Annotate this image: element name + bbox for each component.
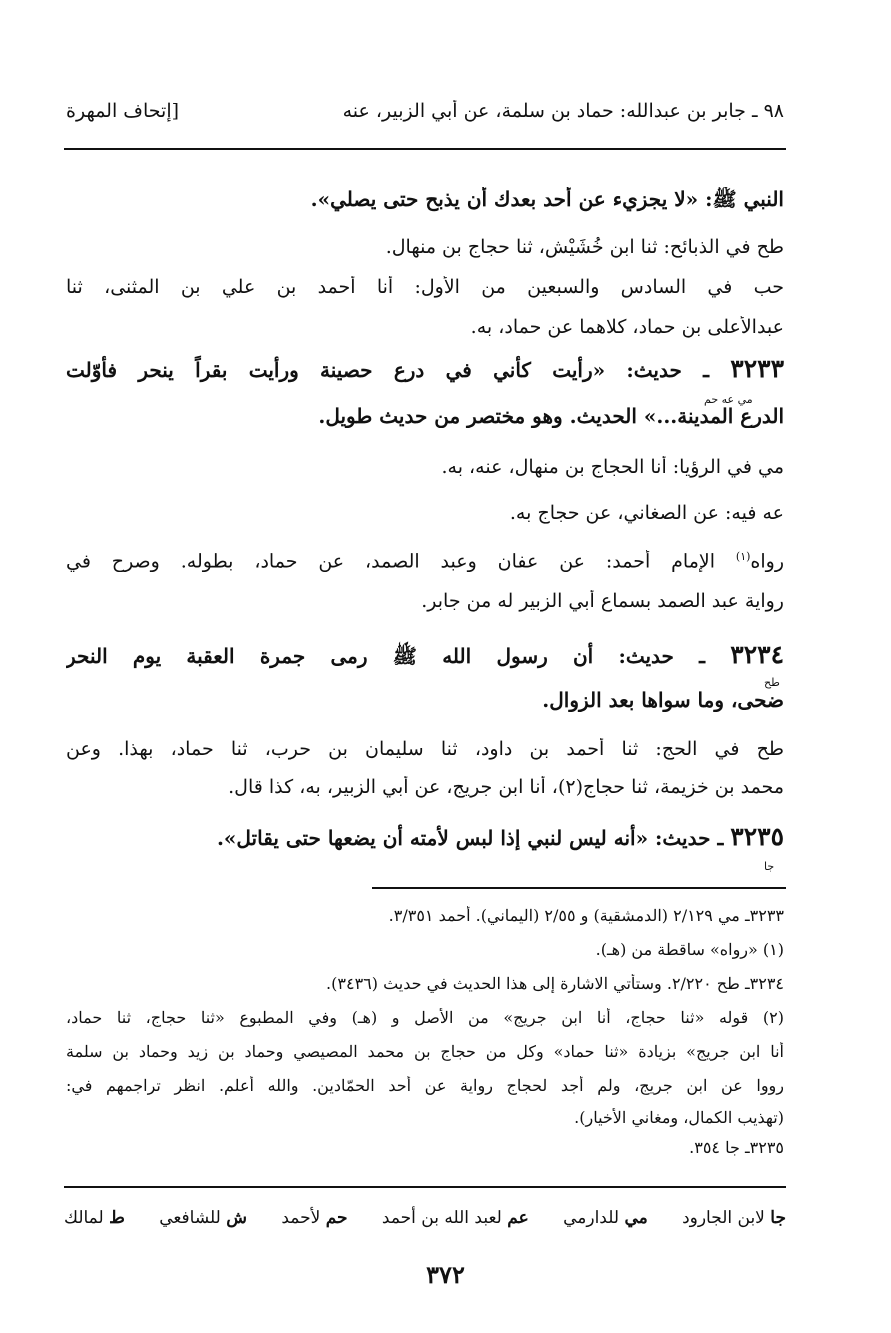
footnote-line-8: ٣٢٣٥ـ جا ٣٥٤. <box>689 1138 784 1157</box>
footnote-line-7: (تهذيب الكمال، ومغاني الأخيار). <box>574 1108 784 1127</box>
abbreviation-item: عم لعبد الله بن أحمد <box>381 1208 529 1228</box>
hadith-3235-heading <box>66 822 784 851</box>
hadith-3233-heading <box>66 354 784 383</box>
hadith-number: ٣٢٣٣ <box>730 354 784 383</box>
hadith-text: ـ حديث: «أنه ليس لنبي إذا لبس لأمته أن يضعها حتى يقاتل». <box>216 826 731 850</box>
header-right: ٩٨ ـ جابر بن عبدالله: حماد بن سلمة، عن أبي الزبير، عنه <box>342 100 784 122</box>
hadith-3233-sigla: مي عه حم <box>704 393 753 406</box>
abbreviations-legend <box>64 1208 786 1228</box>
body-line-13: طح في الحج: ثنا أحمد بن داود، ثنا سليمان بن حرب، ثنا حماد، بهذا. وعن <box>66 738 784 760</box>
text-segment: رواه <box>750 550 784 573</box>
body-line-1: النبي ﷺ: «لا يجزيء عن أحد بعدك أن يذبح حتى يصلي». <box>310 187 784 211</box>
body-line-6: الدرع المدينة...» الحديث. وهو مختصر من حديث طويل. <box>318 404 784 428</box>
body-line-7: مي في الرؤيا: أنا الحجاج بن منهال، عنه، به. <box>441 456 784 478</box>
abbreviation-item: مي للدارمي <box>563 1208 648 1228</box>
body-line-9 <box>66 550 784 572</box>
abbreviation-item: ش للشافعي <box>159 1208 248 1228</box>
footnote-ref-1: (١) <box>735 550 751 563</box>
body-line-4: عبدالأعلى بن حماد، كلاهما عن حماد، به. <box>470 316 784 338</box>
footnote-line-6: رووا عن ابن جريج، ولم أجد لحجاج رواية عن أحد الحمّادين. والله أعلم. انظر تراجمهم في: <box>66 1076 784 1095</box>
body-line-14: محمد بن خزيمة، ثنا حجاج(٢)، أنا ابن جريج، عن أبي الزبير، به، كذا قال. <box>228 776 784 798</box>
page-number: ٣٧٢ <box>426 1260 465 1289</box>
hadith-number: ٣٢٣٥ <box>730 822 784 851</box>
body-line-8: عه فيه: عن الصغاني، عن حجاج به. <box>509 502 784 524</box>
body-line-2: طح في الذبائح: ثنا ابن خُشَيْش، ثنا حجاج بن منهال. <box>385 236 784 258</box>
abbreviations-rule <box>64 1186 786 1188</box>
body-line-12: ضحى، وما سواها بعد الزوال. <box>542 688 784 712</box>
header-rule <box>64 148 786 150</box>
abbreviation-item: حم لأحمد <box>281 1208 348 1228</box>
body-line-3: حب في السادس والسبعين من الأول: أنا أحمد بن علي بن المثنى، ثنا <box>66 276 784 298</box>
footnote-rule <box>372 887 786 889</box>
abbreviation-item: ط لمالك <box>64 1208 125 1228</box>
hadith-text: ـ حديث: «رأيت كأني في درع حصينة ورأيت بقراً ينحر فأوّلت <box>66 358 731 382</box>
text-segment: الإمام أحمد: عن عفان وعبد الصمد، عن حماد، بطوله. وصرح في <box>66 550 736 573</box>
hadith-3235-sigla: جا <box>764 860 775 873</box>
footnote-line-5: أنا ابن جريج» بزيادة «ثنا حماد» وكل من حجاج بن محمد المصيصي وحماد بن زيد وحماد بن سلمة <box>66 1042 784 1061</box>
hadith-3234-sigla: طح <box>764 676 780 689</box>
footnote-line-1: ٣٢٣٣ـ مي ٢/١٢٩ (الدمشقية) و ٢/٥٥ (اليماني). أحمد ٣/٣٥١. <box>388 906 784 925</box>
abbreviation-item: جا لابن الجارود <box>682 1208 786 1228</box>
header-left: [إتحاف المهرة <box>66 100 180 122</box>
footnote-line-3: ٣٢٣٤ـ طح ٢/٢٢٠. وستأتي الاشارة إلى هذا الحديث في حديث (٣٤٣٦). <box>326 974 784 993</box>
footnote-line-4: (٢) قوله «ثنا حجاج، أنا ابن جريج» من الأصل و (هـ) وفي المطبوع «ثنا حجاج، ثنا حماد، <box>66 1008 784 1027</box>
footnote-line-2: (١) «رواه» ساقطة من (هـ). <box>595 940 784 959</box>
hadith-number: ٣٢٣٤ <box>730 640 784 669</box>
hadith-text: ـ حديث: أن رسول الله ﷺ رمى جمرة العقبة يوم النحر <box>66 644 731 668</box>
body-line-10: رواية عبد الصمد بسماع أبي الزبير له من جابر. <box>421 590 784 612</box>
hadith-3234-heading <box>66 640 784 673</box>
